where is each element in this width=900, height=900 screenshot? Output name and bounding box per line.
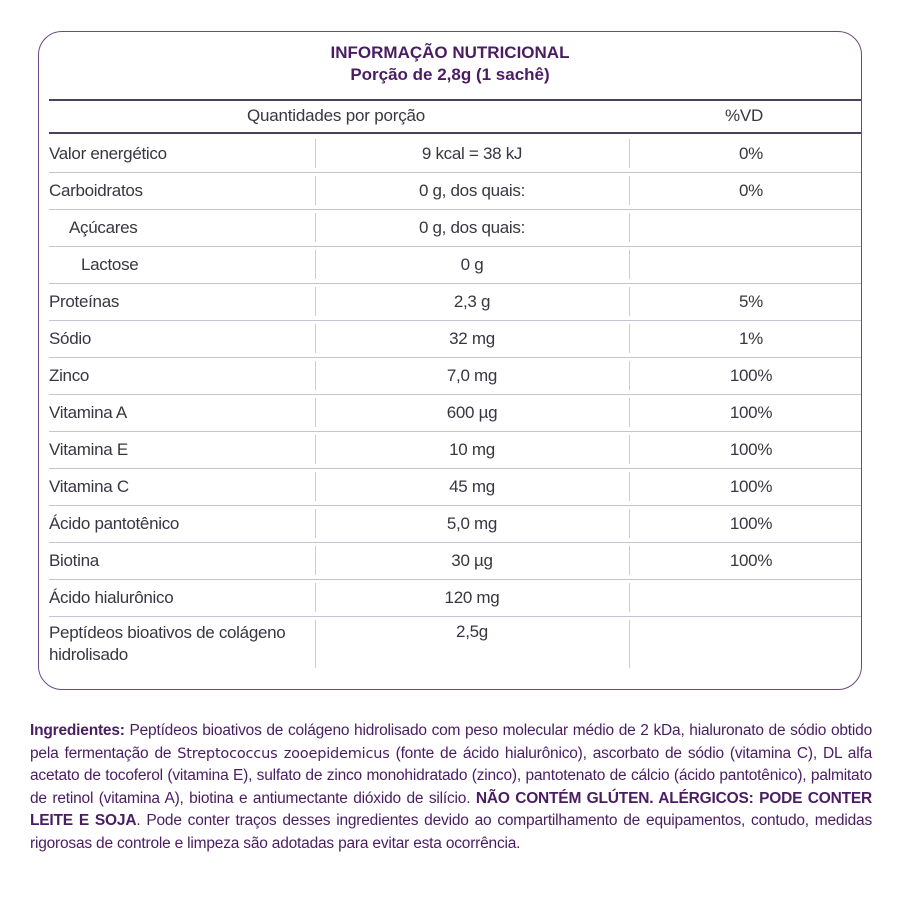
divider bbox=[49, 99, 861, 101]
nutrient-vd: 0% bbox=[739, 180, 763, 200]
nutrient-vd: 100% bbox=[729, 402, 773, 422]
ingredients-part-3: . Pode conter traços desses ingredientes devido ao compartilhamento de equipamentos, contudo, medidas rigorosas de controle e limpeza são adotadas para evitar esta ocorrência. bbox=[30, 812, 872, 852]
header-quantity: Quantidades por porção bbox=[247, 106, 426, 125]
nutrient-name: Proteínas bbox=[49, 291, 120, 311]
nutrient-name: Ácido pantotênico bbox=[49, 513, 180, 533]
table-row bbox=[49, 357, 862, 394]
nutrient-amount: 600 µg bbox=[446, 402, 498, 422]
nutrient-name: Ácido hialurônico bbox=[49, 587, 174, 607]
nutrient-vd: 100% bbox=[729, 513, 773, 533]
species-name: Streptococcus zooepidemicus bbox=[177, 745, 390, 762]
nutrient-vd bbox=[630, 209, 872, 246]
title-line-1: INFORMAÇÃO NUTRICIONAL bbox=[330, 43, 570, 62]
allergen-warning: NÃO CONTÉM GLÚTEN. ALÉRGICOS: PODE CONTER LEITE E SOJA bbox=[30, 789, 872, 830]
nutrient-name: Peptídeos bioativos de colágeno hidrolisado bbox=[49, 623, 286, 664]
nutrition-facts-panel bbox=[38, 31, 862, 690]
table-row bbox=[49, 468, 862, 505]
nutrient-vd: 100% bbox=[729, 439, 773, 459]
nutrient-amount: 45 mg bbox=[449, 476, 495, 496]
nutrient-name: Biotina bbox=[49, 550, 99, 570]
header-vd: %VD bbox=[725, 106, 764, 125]
nutrient-amount: 0 g, dos quais: bbox=[418, 217, 526, 237]
nutrient-vd: 0% bbox=[739, 143, 763, 163]
nutrient-name: Zinco bbox=[49, 365, 90, 385]
nutrient-amount: 10 mg bbox=[449, 439, 495, 459]
ingredients-part-1: Peptídeos bioativos de colágeno hidrolisado com peso molecular médio de 2 kDa, hialuronato de sódio obtido pela fermentação de bbox=[30, 722, 872, 762]
nutrient-amount: 0 g bbox=[460, 254, 484, 274]
nutrient-amount: 2,5g bbox=[456, 622, 488, 641]
table-row bbox=[49, 135, 862, 172]
table-row bbox=[49, 542, 862, 579]
table-row bbox=[49, 505, 862, 542]
nutrient-vd: 5% bbox=[739, 291, 763, 311]
table-row bbox=[49, 246, 862, 283]
nutrient-name: Vitamina A bbox=[49, 402, 127, 422]
nutrient-amount: 0 g, dos quais: bbox=[418, 180, 526, 200]
divider bbox=[49, 132, 861, 134]
nutrient-name: Valor energético bbox=[49, 143, 167, 163]
table-row bbox=[49, 209, 862, 246]
nutrient-amount: 32 mg bbox=[449, 328, 495, 348]
nutrient-name: Vitamina C bbox=[49, 476, 129, 496]
nutrient-vd: 100% bbox=[729, 476, 773, 496]
ingredients-part-2: (fonte de ácido hialurônico), ascorbato de sódio (vitamina C), DL alfa acetato de tocoferol (vitamina E), sulfato de zinco monohidratado (zinco), pantotenato de cálcio (ácido pantotênico), palmitato de retinol (vitamina A), biotina e antiumectante dióxido de silício. bbox=[30, 744, 872, 807]
nutrient-amount: 5,0 mg bbox=[446, 513, 498, 533]
nutrient-amount: 120 mg bbox=[444, 587, 500, 607]
nutrient-name: Açúcares bbox=[69, 217, 138, 237]
table-row bbox=[49, 431, 862, 468]
nutrient-name: Carboidratos bbox=[49, 180, 143, 200]
table-row bbox=[49, 172, 862, 209]
nutrient-amount: 7,0 mg bbox=[446, 365, 498, 385]
table-row bbox=[49, 616, 862, 672]
serving-size: Porção de 2,8g (1 sachê) bbox=[350, 65, 550, 84]
ingredients-text bbox=[30, 720, 872, 856]
table-row bbox=[49, 320, 862, 357]
ingredients-label: Ingredientes: bbox=[30, 722, 125, 739]
nutrient-name: Sódio bbox=[49, 328, 91, 348]
nutrient-amount: 30 µg bbox=[451, 550, 493, 570]
nutrient-vd bbox=[630, 246, 872, 283]
nutrient-name: Lactose bbox=[81, 254, 139, 274]
table-row bbox=[49, 579, 862, 616]
nutrition-title bbox=[39, 42, 861, 86]
nutrient-vd: 1% bbox=[739, 328, 763, 348]
table-row bbox=[49, 283, 862, 320]
nutrient-vd: 100% bbox=[729, 365, 773, 385]
nutrient-vd bbox=[630, 616, 872, 672]
nutrient-amount: 9 kcal = 38 kJ bbox=[421, 143, 523, 163]
nutrient-vd bbox=[630, 579, 872, 616]
nutrient-vd: 100% bbox=[729, 550, 773, 570]
nutrient-name: Vitamina E bbox=[49, 439, 128, 459]
nutrient-amount: 2,3 g bbox=[453, 291, 491, 311]
table-row bbox=[49, 394, 862, 431]
